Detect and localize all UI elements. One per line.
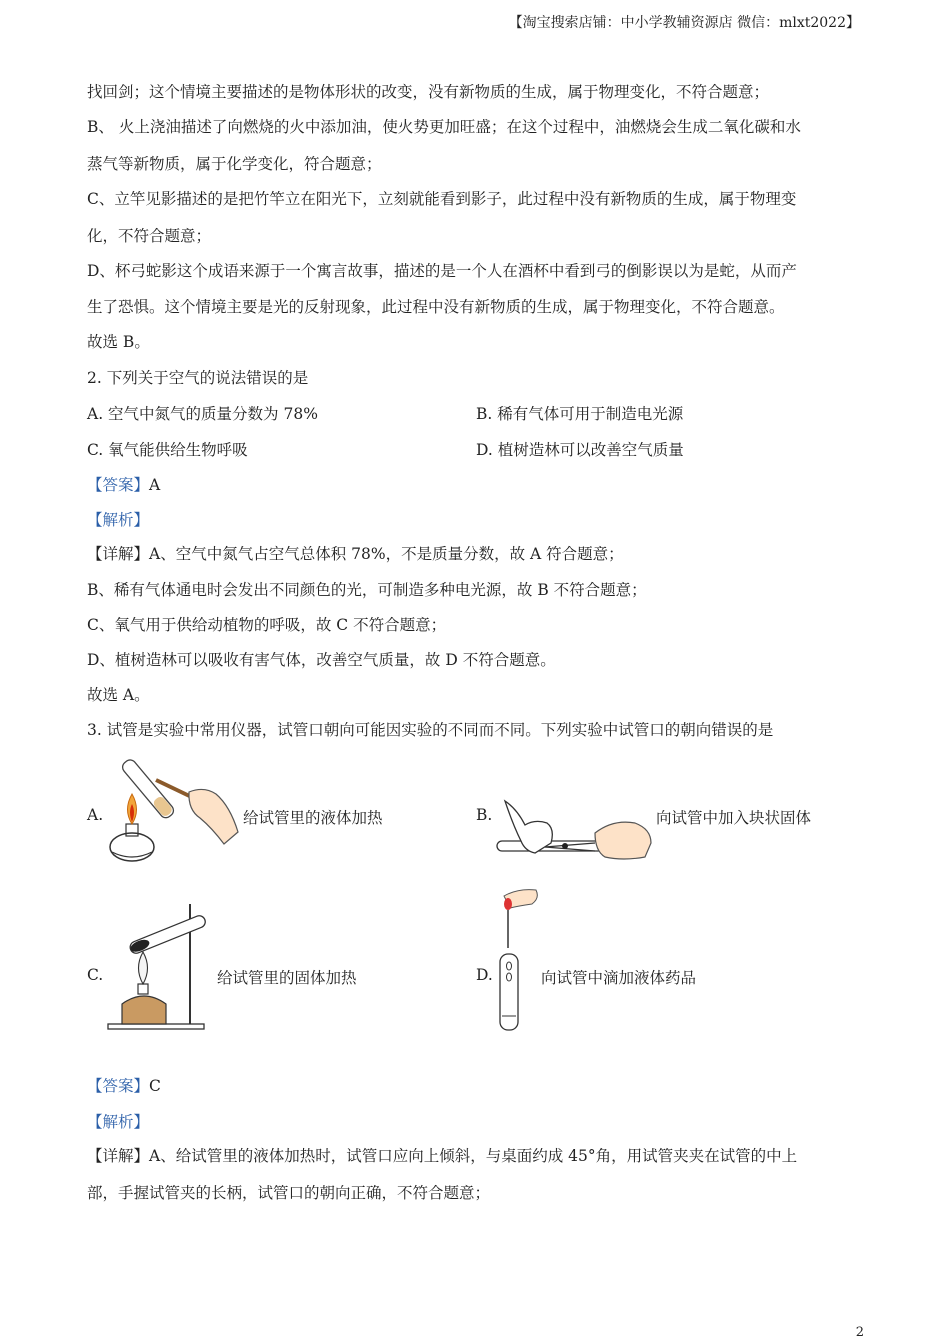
answer-tag: 【答案】	[87, 476, 150, 494]
answer-tag: 【答案】	[87, 1077, 150, 1095]
dropping-liquid-figure	[492, 886, 542, 1034]
question-2-stem: 2. 下列关于空气的说法错误的是	[87, 369, 309, 387]
q3-option-d-label: D.	[476, 966, 493, 984]
liquid-heating-figure	[104, 752, 244, 867]
question-3-stem: 3. 试管是实验中常用仪器，试管口朝向可能因实验的不同而不同。下列实验中试管口的朝向错误的是	[87, 721, 774, 739]
solid-heating-figure	[104, 900, 219, 1035]
text-line: D、杯弓蛇影这个成语来源于一个寓言故事，描述的是一个人在酒杯中看到弓的倒影误以为是蛇，从而产	[87, 262, 797, 280]
q2-option-b: B. 稀有气体可用于制造电光源	[476, 405, 684, 423]
q3-detail-1: 【详解】A、给试管里的液体加热时，试管口应向上倾斜，与桌面约成 45°角，用试管夹夹在试管的中上	[87, 1147, 798, 1165]
adding-solid-figure	[495, 795, 655, 865]
q3-answer	[87, 1076, 161, 1096]
answer-value: A	[149, 476, 161, 494]
text-line: 化，不符合题意；	[87, 227, 212, 245]
q3-option-b-label: B.	[476, 806, 493, 824]
q3-detail-2: 部，手握试管夹的长柄，试管口的朝向正确，不符合题意；	[87, 1184, 491, 1202]
detail-tag: 【详解】	[87, 1147, 150, 1165]
page-number: 2	[855, 1325, 864, 1340]
q2-conclusion: 故选 A。	[87, 686, 150, 704]
q2-answer	[87, 475, 160, 495]
q3-option-c-caption: 给试管里的固体加热	[217, 969, 357, 987]
detail-tag: 【详解】	[87, 545, 150, 563]
q3-option-a-caption: 给试管里的液体加热	[243, 809, 383, 827]
text-line: 生了恐惧。这个情境主要是光的反射现象，此过程中没有新物质的生成，属于物理变化，不符合题意。	[87, 298, 785, 316]
q2-detail-2: B、稀有气体通电时会发出不同颜色的光，可制造多种电光源，故 B 不符合题意；	[87, 581, 647, 599]
q3-option-a-label: A.	[87, 806, 104, 824]
q3-option-c-label: C.	[87, 966, 104, 984]
text-line: 找回剑；这个情境主要描述的是物体形状的改变，没有新物质的生成，属于物理变化，不符合题意；	[87, 83, 770, 101]
text-line: 蒸气等新物质，属于化学变化，符合题意；	[87, 155, 382, 173]
text-line: 故选 B。	[87, 333, 150, 351]
q2-detail-4: D、植树造林可以吸收有害气体，改善空气质量，故 D 不符合题意。	[87, 651, 556, 669]
answer-value: C	[149, 1077, 161, 1095]
q3-option-d-caption: 向试管中滴加液体药品	[541, 969, 697, 987]
q3-option-b-caption: 向试管中加入块状固体	[656, 809, 812, 827]
text-line: C、立竿见影描述的是把竹竿立在阳光下，立刻就能看到影子，此过程中没有新物质的生成，属于物理变	[87, 190, 797, 208]
q3-analysis-tag: 【解析】	[87, 1113, 150, 1131]
q2-detail-1: 【详解】A、空气中氮气占空气总体积 78%，不是质量分数，故 A 符合题意；	[87, 545, 624, 563]
q2-option-d: D. 植树造林可以改善空气质量	[476, 441, 684, 459]
q2-detail-3: C、氧气用于供给动植物的呼吸，故 C 不符合题意；	[87, 616, 447, 634]
q2-analysis-tag: 【解析】	[87, 511, 150, 529]
text-line: B、 火上浇油描述了向燃烧的火中添加油，使火势更加旺盛；在这个过程中，油燃烧会生成二氧化碳和水	[87, 118, 801, 136]
q2-option-a: A. 空气中氮气的质量分数为 78%	[87, 405, 318, 423]
page-header: 【淘宝搜索店铺：中小学教辅资源店 微信：mlxt2022】	[508, 15, 860, 31]
q2-option-c: C. 氧气能供给生物呼吸	[87, 441, 248, 459]
